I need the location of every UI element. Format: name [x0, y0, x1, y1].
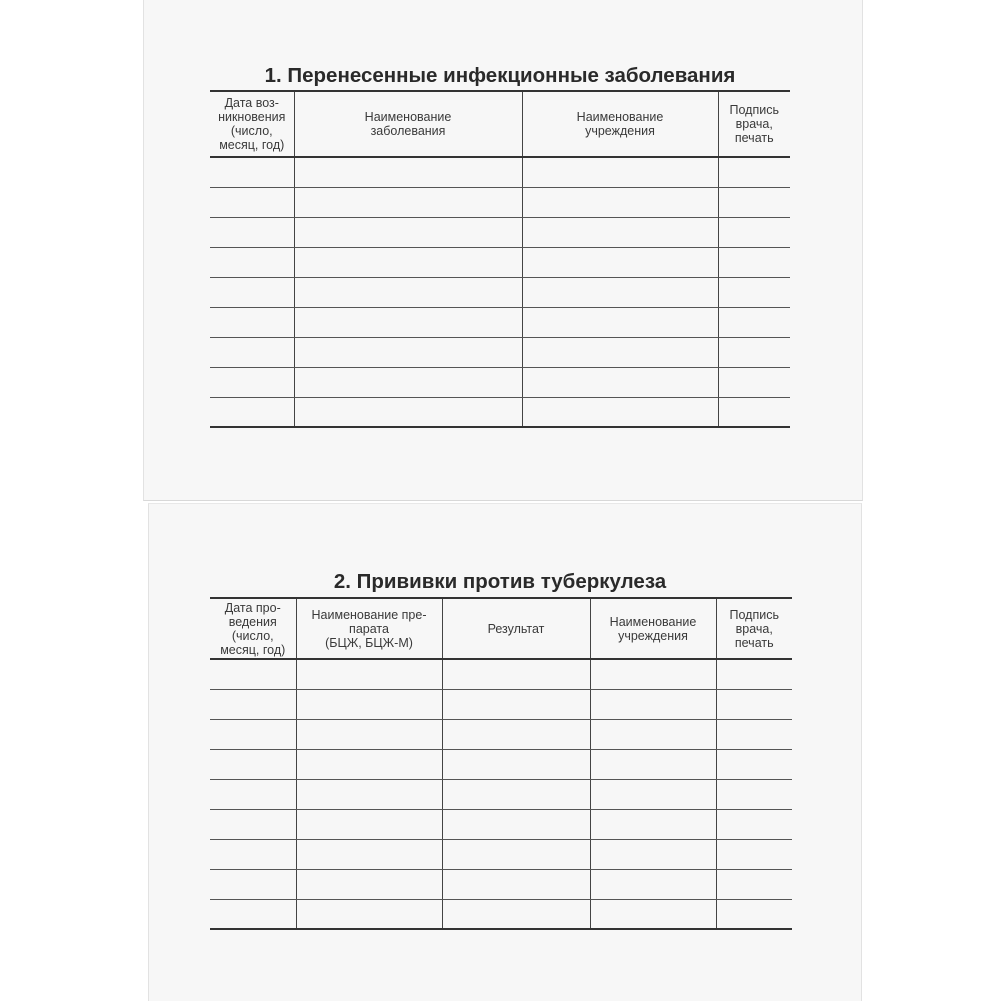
col-header-institution: Наименование учреждения — [522, 91, 718, 157]
table-cell — [210, 187, 294, 217]
table-cell — [718, 367, 790, 397]
table-cell — [442, 869, 590, 899]
col-header-institution: Наименование учреждения — [590, 598, 716, 659]
table-cell — [294, 217, 522, 247]
infectious-diseases-table — [210, 90, 790, 428]
table-cell — [716, 749, 792, 779]
table-cell — [296, 749, 442, 779]
section2-title: 2. Прививки против туберкулеза — [333, 570, 667, 593]
table-cell — [210, 247, 294, 277]
table-cell — [718, 337, 790, 367]
table-row — [210, 749, 792, 779]
table-cell — [442, 749, 590, 779]
table-cell — [522, 337, 718, 367]
table-body — [210, 157, 790, 427]
table-row — [210, 659, 792, 689]
table-header-row — [210, 598, 792, 659]
table-cell — [590, 809, 716, 839]
table-cell — [294, 397, 522, 427]
table-cell — [210, 659, 296, 689]
table-cell — [210, 899, 296, 929]
table-row — [210, 779, 792, 809]
table-cell — [210, 809, 296, 839]
table-row — [210, 899, 792, 929]
table-cell — [442, 779, 590, 809]
table-cell — [210, 719, 296, 749]
table-row — [210, 307, 790, 337]
table-cell — [522, 367, 718, 397]
table-cell — [718, 307, 790, 337]
table-cell — [442, 899, 590, 929]
table-row — [210, 337, 790, 367]
table-cell — [716, 689, 792, 719]
table-cell — [590, 689, 716, 719]
col-header-date: Дата воз- никновения (число, месяц, год) — [210, 91, 294, 157]
table-cell — [716, 899, 792, 929]
table-cell — [294, 277, 522, 307]
table-cell — [294, 307, 522, 337]
col-header-vaccine-name: Наименование пре- парата (БЦЖ, БЦЖ-М) — [296, 598, 442, 659]
col-header-result: Результат — [442, 598, 590, 659]
table-cell — [296, 689, 442, 719]
table-cell — [716, 779, 792, 809]
table-cell — [210, 217, 294, 247]
table-cell — [716, 839, 792, 869]
table-cell — [522, 247, 718, 277]
table-cell — [522, 277, 718, 307]
table-cell — [442, 689, 590, 719]
table-cell — [210, 779, 296, 809]
table-row — [210, 187, 790, 217]
table-cell — [718, 397, 790, 427]
table-cell — [210, 337, 294, 367]
table-cell — [210, 749, 296, 779]
table-row — [210, 869, 792, 899]
table-cell — [716, 659, 792, 689]
table-row — [210, 397, 790, 427]
table-cell — [210, 277, 294, 307]
table-cell — [210, 157, 294, 187]
table-cell — [442, 719, 590, 749]
table-cell — [210, 689, 296, 719]
table-row — [210, 809, 792, 839]
table-cell — [522, 157, 718, 187]
table-cell — [442, 809, 590, 839]
table-cell — [590, 869, 716, 899]
col-header-disease-name: Наименование заболевания — [294, 91, 522, 157]
table-cell — [590, 839, 716, 869]
table-cell — [718, 247, 790, 277]
table-cell — [296, 719, 442, 749]
table-cell — [294, 337, 522, 367]
table-cell — [296, 659, 442, 689]
table-cell — [210, 869, 296, 899]
table-cell — [210, 397, 294, 427]
table-cell — [294, 247, 522, 277]
table-cell — [296, 809, 442, 839]
table-cell — [296, 869, 442, 899]
table-cell — [296, 779, 442, 809]
table-cell — [590, 899, 716, 929]
table-row — [210, 839, 792, 869]
table-cell — [442, 839, 590, 869]
table-cell — [716, 809, 792, 839]
table-cell — [442, 659, 590, 689]
table-cell — [294, 157, 522, 187]
table-cell — [590, 659, 716, 689]
table-cell — [718, 217, 790, 247]
table-cell — [522, 307, 718, 337]
table-cell — [716, 719, 792, 749]
table-row — [210, 157, 790, 187]
table-cell — [590, 749, 716, 779]
table-row — [210, 247, 790, 277]
table-cell — [716, 869, 792, 899]
col-header-doctor-signature: Подпись врача, печать — [718, 91, 790, 157]
col-header-doctor-signature: Подпись врача, печать — [716, 598, 792, 659]
table-row — [210, 217, 790, 247]
table-cell — [294, 367, 522, 397]
tuberculosis-vaccination-table — [210, 597, 792, 930]
table-cell — [718, 277, 790, 307]
table-cell — [522, 397, 718, 427]
table-body — [210, 659, 792, 929]
table-cell — [718, 187, 790, 217]
table-cell — [210, 839, 296, 869]
table-row — [210, 277, 790, 307]
table-cell — [590, 719, 716, 749]
table-cell — [210, 367, 294, 397]
table-row — [210, 367, 790, 397]
col-header-date: Дата про- ведения (число, месяц, год) — [210, 598, 296, 659]
table-cell — [522, 187, 718, 217]
section1-title: 1. Перенесенные инфекционные заболевания — [264, 64, 736, 87]
table-cell — [210, 307, 294, 337]
table-cell — [294, 187, 522, 217]
table-cell — [296, 839, 442, 869]
table-cell — [522, 217, 718, 247]
table-cell — [590, 779, 716, 809]
table-row — [210, 719, 792, 749]
table-row — [210, 689, 792, 719]
table-cell — [718, 157, 790, 187]
table-cell — [296, 899, 442, 929]
table-header-row — [210, 91, 790, 157]
